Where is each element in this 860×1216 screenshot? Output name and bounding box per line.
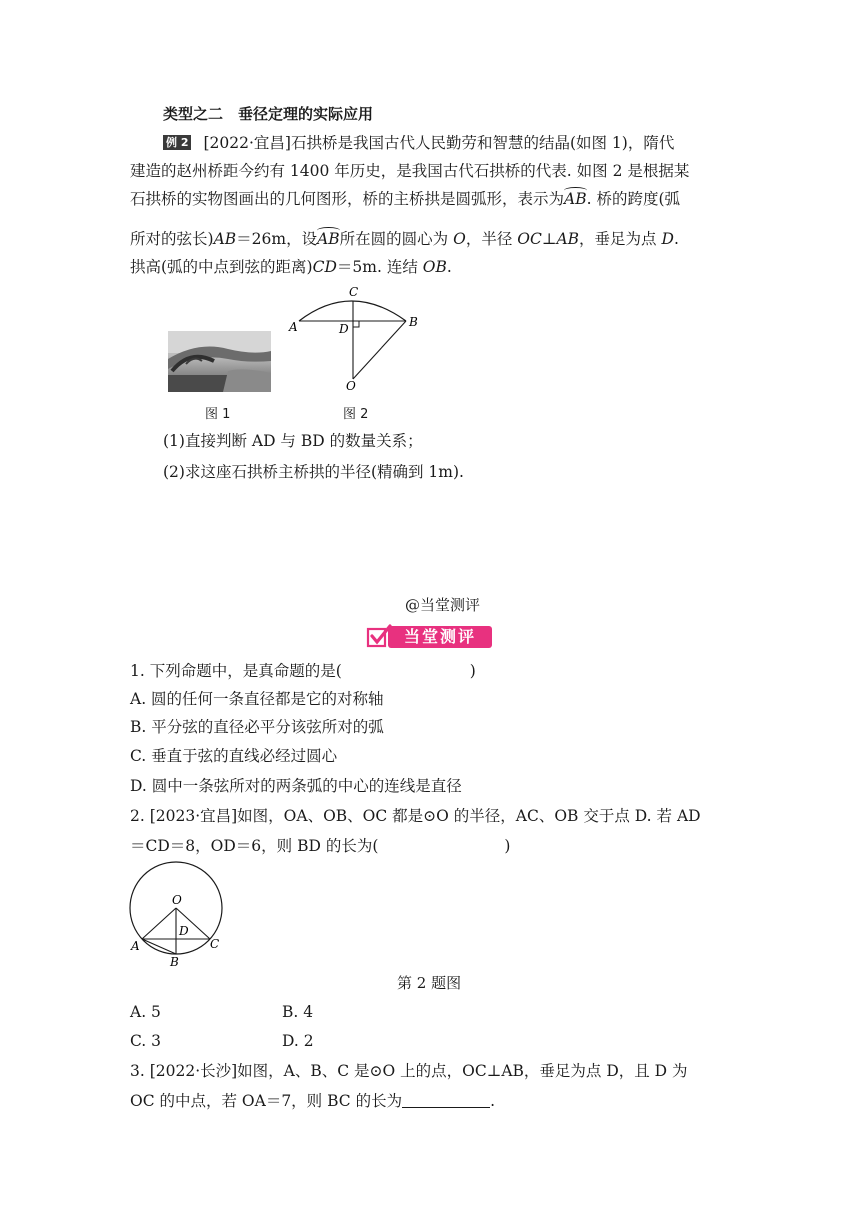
arc-ab-2: AB [317, 230, 340, 248]
example-question-2: (2)求这座石拱桥主桥拱的半径(精确到 1m). [163, 463, 464, 481]
c2-label-o: O [172, 893, 182, 907]
q3-line-2: OC 的中点，若 OA＝7，则 BC 的长为 . [130, 1092, 496, 1110]
example-line-2: 建造的赵州桥距今约有 1400 年历史，是我国古代石拱桥的代表. 如图 2 是根据某 [130, 162, 690, 180]
bridge-photo [168, 331, 271, 392]
q1-option-c: C. 垂直于弦的直线必经过圆心 [130, 747, 338, 765]
banner-title: 当堂测评 [388, 626, 492, 648]
label-b: B [409, 315, 418, 329]
q1-stem: 1. 下列命题中，是真命题的是( ) [130, 662, 476, 680]
label-d: D [339, 322, 349, 336]
example-badge: 例 2 [163, 135, 191, 150]
q1-option-b: B. 平分弦的直径必平分该弦所对的弧 [130, 718, 384, 736]
assessment-banner [366, 624, 492, 650]
q2-option-b: B. 4 [282, 1003, 314, 1021]
fig1-caption: 图 1 [205, 407, 231, 422]
c2-label-a: A [131, 939, 140, 953]
example-line-4: 所对的弦长)AB＝26m，设AB所在圆的圆心为 O，半径 OC⊥AB，垂足为点 D. [130, 230, 679, 248]
arc-ab: AB [564, 190, 587, 208]
q1-option-d: D. 圆中一条弦所对的两条弧的中心的连线是直径 [130, 777, 462, 795]
q3-answer-blank [402, 1093, 490, 1108]
c2-label-d: D [179, 924, 189, 938]
label-a: A [289, 320, 298, 334]
q2-line-2: ＝CD＝8，OD＝6，则 BD 的长为( ) [130, 837, 511, 855]
q2-option-c: C. 3 [130, 1032, 162, 1050]
q3-line-1: 3. [2022·长沙]如图，A、B、C 是⊙O 上的点，OC⊥AB，垂足为点 D，且 D 为 [130, 1062, 688, 1080]
label-o: O [346, 379, 356, 393]
c2-label-c: C [210, 937, 220, 951]
label-c: C [349, 285, 359, 299]
c2-label-b: B [170, 955, 179, 968]
q2-line-1: 2. [2023·宜昌]如图，OA、OB、OC 都是⊙O 的半径，AC、OB 交于点 D. 若 AD [130, 807, 701, 825]
example-line-3: 石拱桥的实物图画出的几何图形，桥的主桥拱是圆弧形，表示为AB. 桥的跨度(弧 [130, 190, 681, 208]
q2-option-a: A. 5 [130, 1003, 161, 1021]
example-question-1: (1)直接判断 AD 与 BD 的数量关系； [163, 432, 423, 450]
q2-caption: 第 2 题图 [397, 974, 462, 992]
q2-option-d: D. 2 [282, 1032, 314, 1050]
fig2-caption: 图 2 [343, 407, 369, 422]
example-line-5: 拱高(弧的中点到弦的距离)CD＝5m. 连结 OB. [130, 258, 452, 276]
example-line-1: 例 2 [2022·宜昌]石拱桥是我国古代人民勤劳和智慧的结晶(如图 1)，隋代 [163, 133, 674, 153]
section-heading: 类型之二 垂径定理的实际应用 [163, 105, 374, 123]
circle-diagram [124, 860, 230, 968]
q1-option-a: A. 圆的任何一条直径都是它的对称轴 [130, 690, 384, 708]
assessment-label: @当堂测评 [405, 596, 481, 614]
arch-diagram [285, 283, 425, 393]
